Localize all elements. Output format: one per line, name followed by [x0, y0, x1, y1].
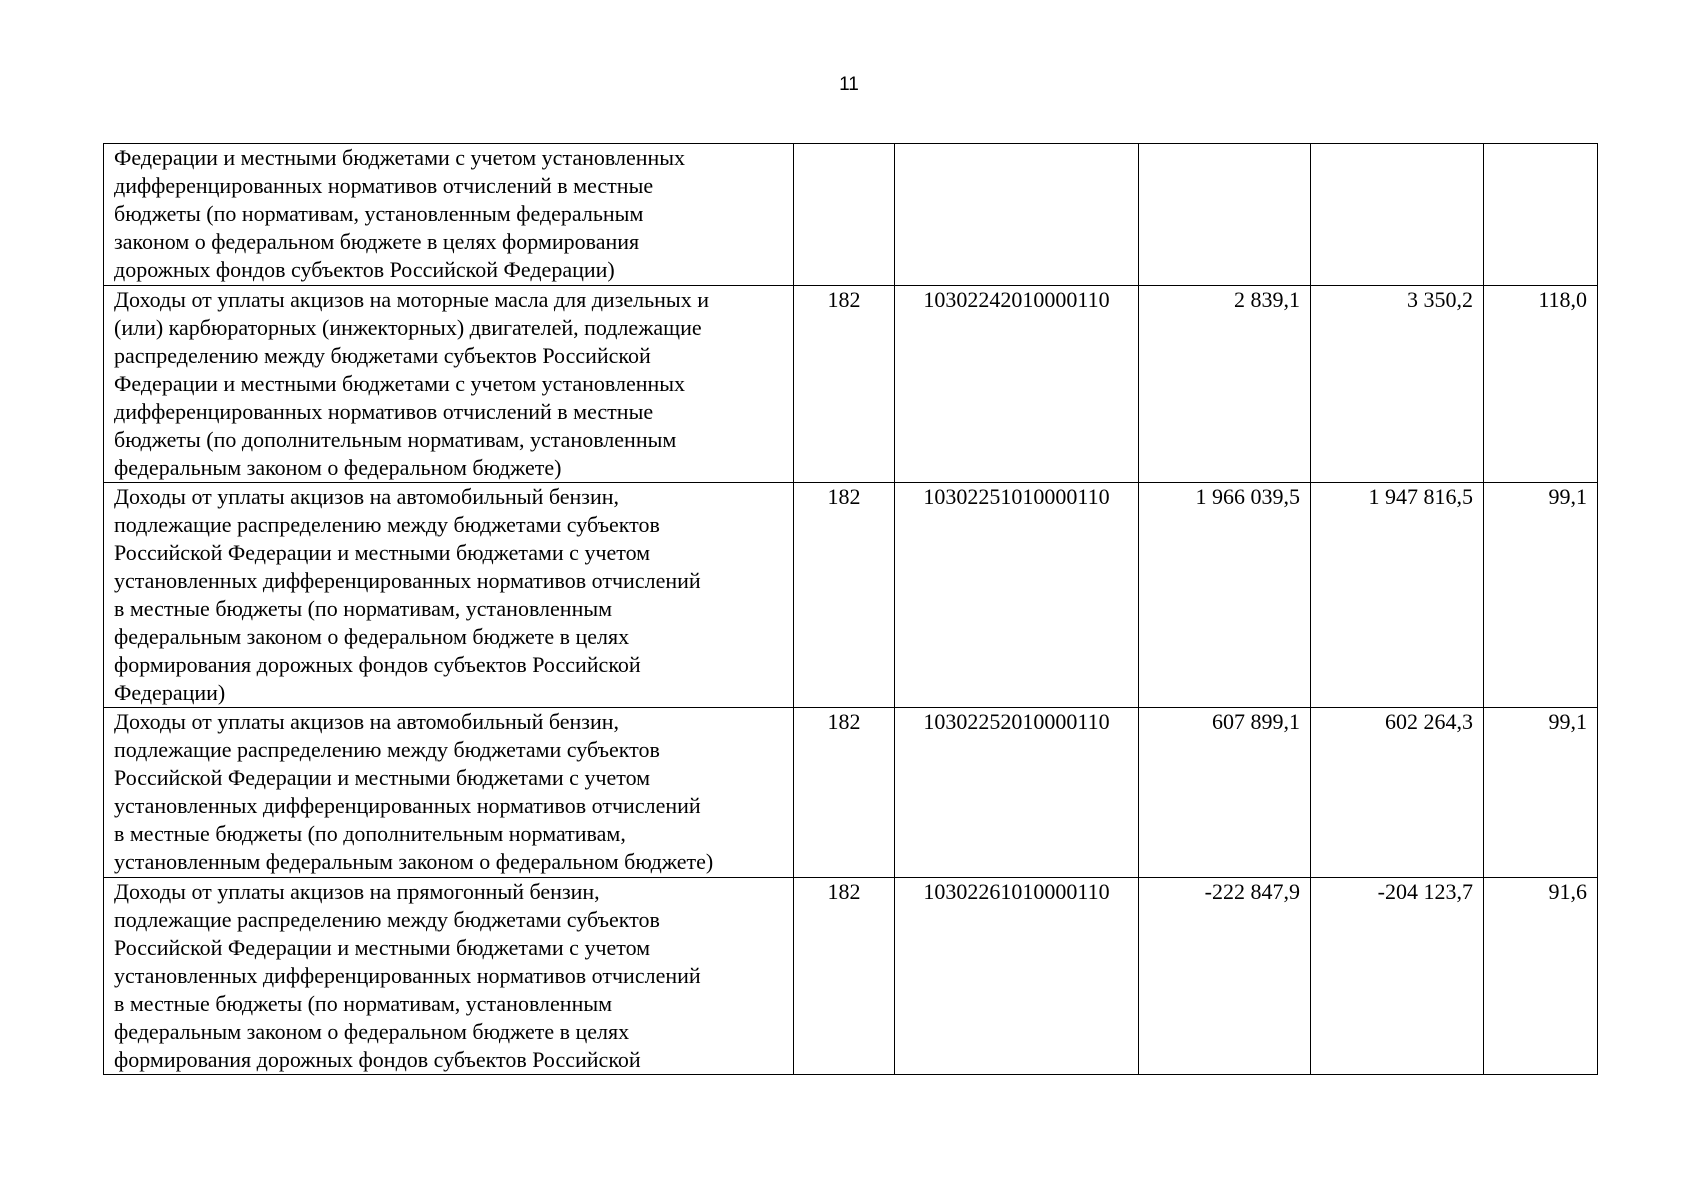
- description-line: подлежащие распределению между бюджетами субъектов: [114, 512, 660, 537]
- table-row: [104, 878, 1598, 1075]
- description-line: Доходы от уплаты акцизов на автомобильный бензин,: [114, 709, 620, 734]
- description-line: (или) карбюраторных (инжекторных) двигателей, подлежащие: [114, 315, 702, 340]
- budget-classification-code: 10302242010000110: [895, 286, 1139, 483]
- percent-value: 99,1: [1484, 708, 1598, 878]
- description-line: установленных дифференцированных нормативов отчислений: [114, 568, 701, 593]
- description-line: дифференцированных нормативов отчислений в местные: [114, 173, 654, 198]
- description-line: Доходы от уплаты акцизов на моторные масла для дизельных и: [114, 287, 709, 312]
- percent-value: 118,0: [1484, 286, 1598, 483]
- admin-code: 182: [794, 878, 895, 1075]
- plan-value: [1139, 144, 1311, 286]
- description-line: Доходы от уплаты акцизов на прямогонный бензин,: [114, 879, 600, 904]
- description-line: федеральным законом о федеральном бюджете в целях: [114, 624, 630, 649]
- description-line: федеральным законом о федеральном бюджете): [114, 455, 562, 480]
- description-line: в местные бюджеты (по дополнительным нормативам,: [114, 821, 626, 846]
- description-line: Доходы от уплаты акцизов на автомобильный бензин,: [114, 484, 620, 509]
- table-row: [104, 286, 1598, 483]
- budget-classification-code: 10302251010000110: [895, 483, 1139, 708]
- actual-value: [1311, 144, 1484, 286]
- admin-code: [794, 144, 895, 286]
- description-line: законом о федеральном бюджете в целях формирования: [114, 229, 640, 254]
- description-line: Российской Федерации и местными бюджетами с учетом: [114, 540, 651, 565]
- description-line: Российской Федерации и местными бюджетами с учетом: [114, 935, 651, 960]
- description-line: Федерации и местными бюджетами с учетом установленных: [114, 145, 686, 170]
- revenue-table: [103, 143, 1598, 1075]
- percent-value: [1484, 144, 1598, 286]
- budget-classification-code: [895, 144, 1139, 286]
- plan-value: -222 847,9: [1139, 878, 1311, 1075]
- actual-value: 3 350,2: [1311, 286, 1484, 483]
- page-number: 11: [839, 74, 859, 95]
- actual-value: -204 123,7: [1311, 878, 1484, 1075]
- description-line: Федерации): [114, 680, 226, 705]
- table-row: [104, 483, 1598, 708]
- description-line: подлежащие распределению между бюджетами субъектов: [114, 737, 660, 762]
- description-line: Федерации и местными бюджетами с учетом установленных: [114, 371, 686, 396]
- revenue-description: [104, 708, 794, 878]
- description-line: бюджеты (по нормативам, установленным федеральным: [114, 201, 644, 226]
- description-line: распределению между бюджетами субъектов Российской: [114, 343, 651, 368]
- description-line: установленных дифференцированных нормативов отчислений: [114, 793, 701, 818]
- table-row: [104, 708, 1598, 878]
- revenue-description: [104, 286, 794, 483]
- description-line: в местные бюджеты (по нормативам, установленным: [114, 596, 613, 621]
- revenue-description: [104, 144, 794, 286]
- description-line: Российской Федерации и местными бюджетами с учетом: [114, 765, 651, 790]
- revenue-description: [104, 483, 794, 708]
- admin-code: 182: [794, 286, 895, 483]
- description-line: подлежащие распределению между бюджетами субъектов: [114, 907, 660, 932]
- description-line: в местные бюджеты (по нормативам, установленным: [114, 991, 613, 1016]
- description-line: дифференцированных нормативов отчислений в местные: [114, 399, 654, 424]
- percent-value: 91,6: [1484, 878, 1598, 1075]
- percent-value: 99,1: [1484, 483, 1598, 708]
- description-line: дорожных фондов субъектов Российской Федерации): [114, 257, 615, 282]
- revenue-description: [104, 878, 794, 1075]
- budget-classification-code: 10302252010000110: [895, 708, 1139, 878]
- actual-value: 1 947 816,5: [1311, 483, 1484, 708]
- description-line: установленным федеральным законом о федеральном бюджете): [114, 849, 714, 874]
- description-line: установленных дифференцированных нормативов отчислений: [114, 963, 701, 988]
- plan-value: 607 899,1: [1139, 708, 1311, 878]
- description-line: федеральным законом о федеральном бюджете в целях: [114, 1019, 630, 1044]
- actual-value: 602 264,3: [1311, 708, 1484, 878]
- admin-code: 182: [794, 708, 895, 878]
- admin-code: 182: [794, 483, 895, 708]
- table-row: [104, 144, 1598, 286]
- description-line: бюджеты (по дополнительным нормативам, установленным: [114, 427, 677, 452]
- description-line: формирования дорожных фондов субъектов Российской: [114, 652, 641, 677]
- plan-value: 2 839,1: [1139, 286, 1311, 483]
- budget-classification-code: 10302261010000110: [895, 878, 1139, 1075]
- description-line: формирования дорожных фондов субъектов Российской: [114, 1047, 641, 1072]
- plan-value: 1 966 039,5: [1139, 483, 1311, 708]
